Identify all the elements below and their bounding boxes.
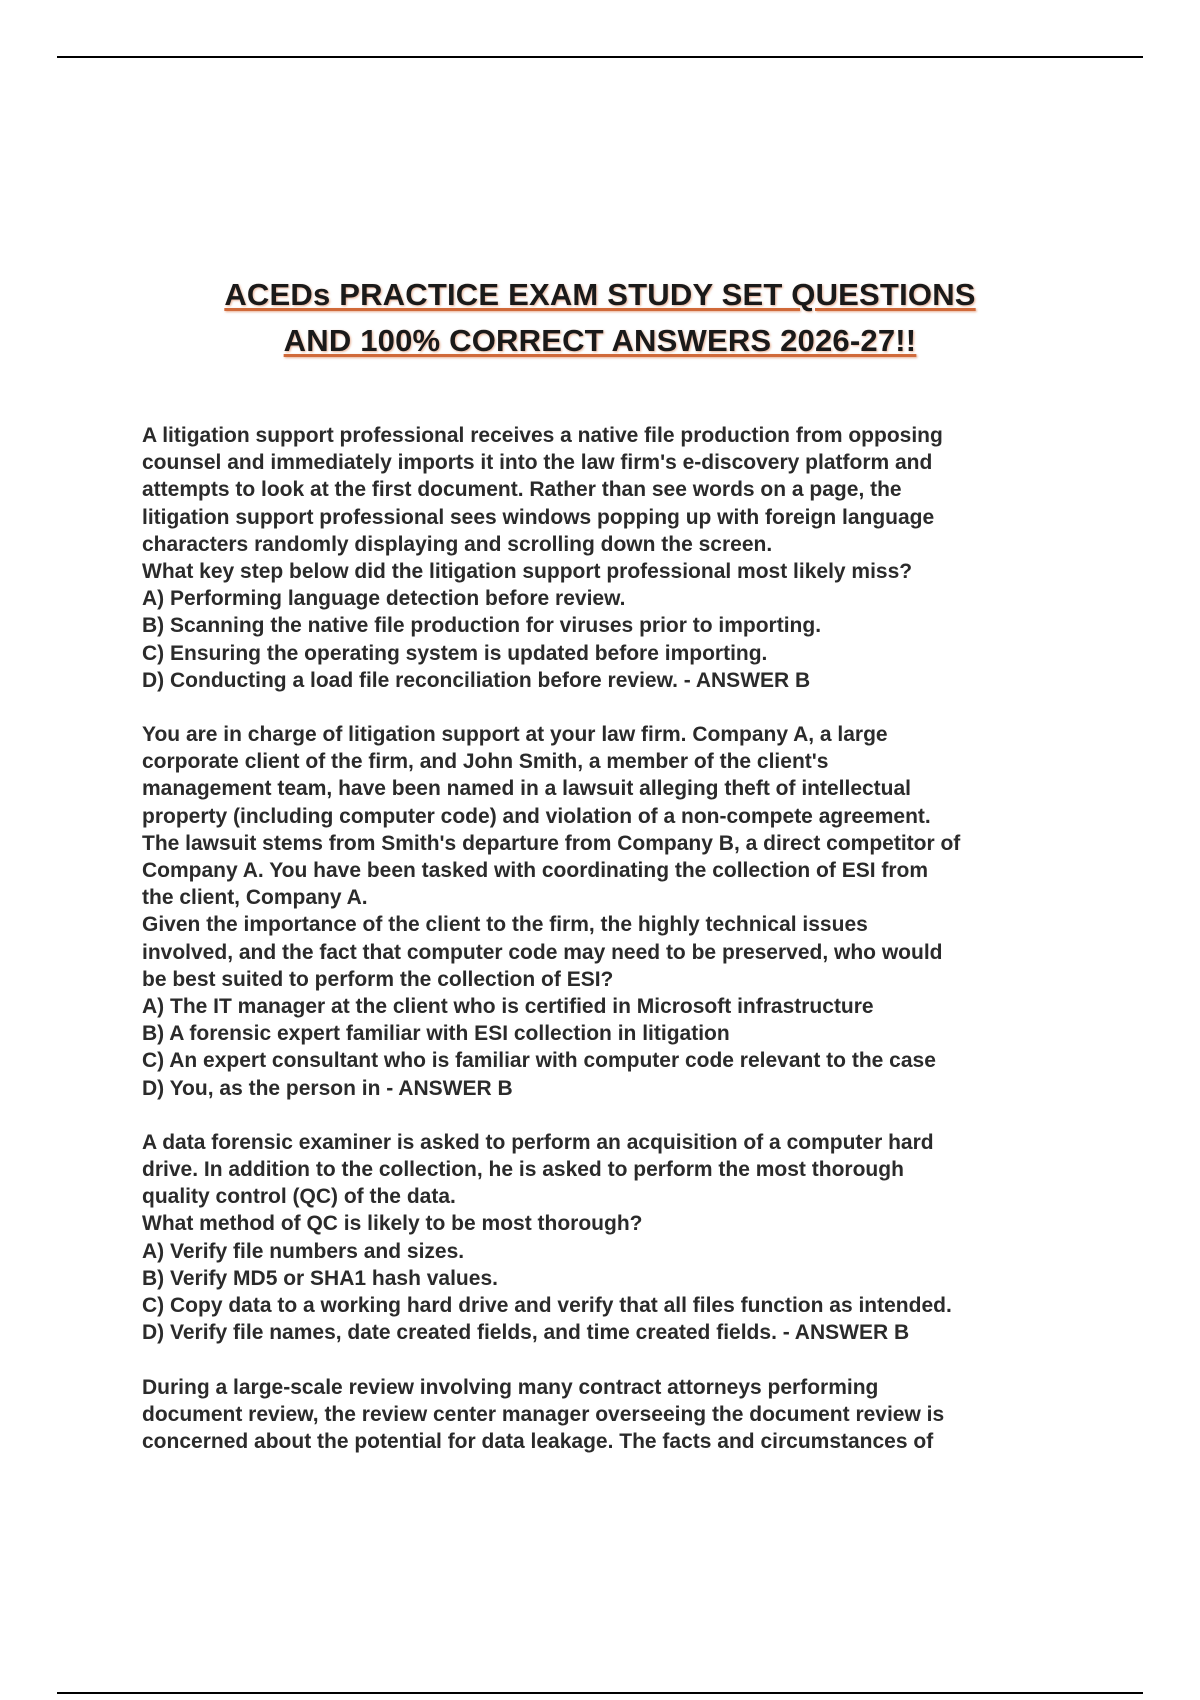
question-3-option-c: C) Copy data to a working hard drive and verify that all files function as intended. [142,1294,952,1318]
question-2-text: corporate client of the firm, and John Smith, a member of the client's [142,750,829,774]
question-1-prompt: What key step below did the litigation support professional most likely miss? [142,560,913,584]
question-1-option-c: C) Ensuring the operating system is updated before importing. [142,641,768,665]
question-block-4 [142,1374,1072,1456]
question-3-option-b: B) Verify MD5 or SHA1 hash values. [142,1266,498,1290]
question-2-text: the client, Company A. [142,886,368,910]
question-2-text: property (including computer code) and violation of a non-compete agreement. [142,804,931,828]
title-line-1: ACEDs PRACTICE EXAM STUDY SET QUESTIONS [224,277,976,312]
question-2-option-c: C) An expert consultant who is familiar with computer code relevant to the case [142,1049,936,1073]
question-2-prompt: be best suited to perform the collection of ESI? [142,967,614,991]
question-3-option-d-answer: D) Verify file names, date created fields, and time created fields. - ANSWER B [142,1321,910,1345]
question-block-3 [142,1129,1072,1347]
question-4-text: During a large-scale review involving many contract attorneys performing [142,1375,879,1399]
questions-body [142,422,1072,1482]
question-3-option-a: A) Verify file numbers and sizes. [142,1239,465,1263]
top-rule [57,56,1143,58]
question-2-option-a: A) The IT manager at the client who is certified in Microsoft infrastructure [142,995,874,1019]
question-1-text: A litigation support professional receives a native file production from opposing [142,424,943,447]
question-2-option-d-answer: D) You, as the person in - ANSWER B [142,1076,513,1100]
question-1-option-a: A) Performing language detection before review. [142,587,626,611]
question-block-2 [142,721,1072,1102]
question-1-text: counsel and immediately imports it into the law firm's e-discovery platform and [142,451,933,475]
question-2-prompt: Given the importance of the client to the firm, the highly technical issues [142,913,868,937]
question-2-option-b: B) A forensic expert familiar with ESI collection in litigation [142,1022,730,1046]
question-2-text: management team, have been named in a lawsuit alleging theft of intellectual [142,777,912,801]
document-title [0,272,1200,364]
question-4-text: concerned about the potential for data leakage. The facts and circumstances of [142,1429,934,1453]
question-1-option-b: B) Scanning the native file production for viruses prior to importing. [142,614,822,638]
question-2-text: You are in charge of litigation support at your law firm. Company A, a large [142,723,888,747]
question-1-text: characters randomly displaying and scrolling down the screen. [142,532,773,556]
question-block-1 [142,422,1072,694]
title-line-2: AND 100% CORRECT ANSWERS 2026-27!! [283,323,917,358]
question-3-prompt: What method of QC is likely to be most thorough? [142,1212,643,1236]
question-3-text: A data forensic examiner is asked to perform an acquisition of a computer hard [142,1130,934,1154]
question-2-text: Company A. You have been tasked with coordinating the collection of ESI from [142,859,929,883]
question-4-text: document review, the review center manager overseeing the document review is [142,1402,945,1426]
question-1-text: litigation support professional sees windows popping up with foreign language [142,505,935,529]
question-1-option-d-answer: D) Conducting a load file reconciliation before review. - ANSWER B [142,668,811,692]
question-3-text: drive. In addition to the collection, he is asked to perform the most thorough [142,1158,904,1182]
question-2-text: The lawsuit stems from Smith's departure from Company B, a direct competitor of [142,831,961,855]
question-3-text: quality control (QC) of the data. [142,1185,456,1209]
question-2-prompt: involved, and the fact that computer code may need to be preserved, who would [142,940,943,964]
question-1-text: attempts to look at the first document. Rather than see words on a page, the [142,478,902,502]
bottom-rule [57,1692,1143,1694]
